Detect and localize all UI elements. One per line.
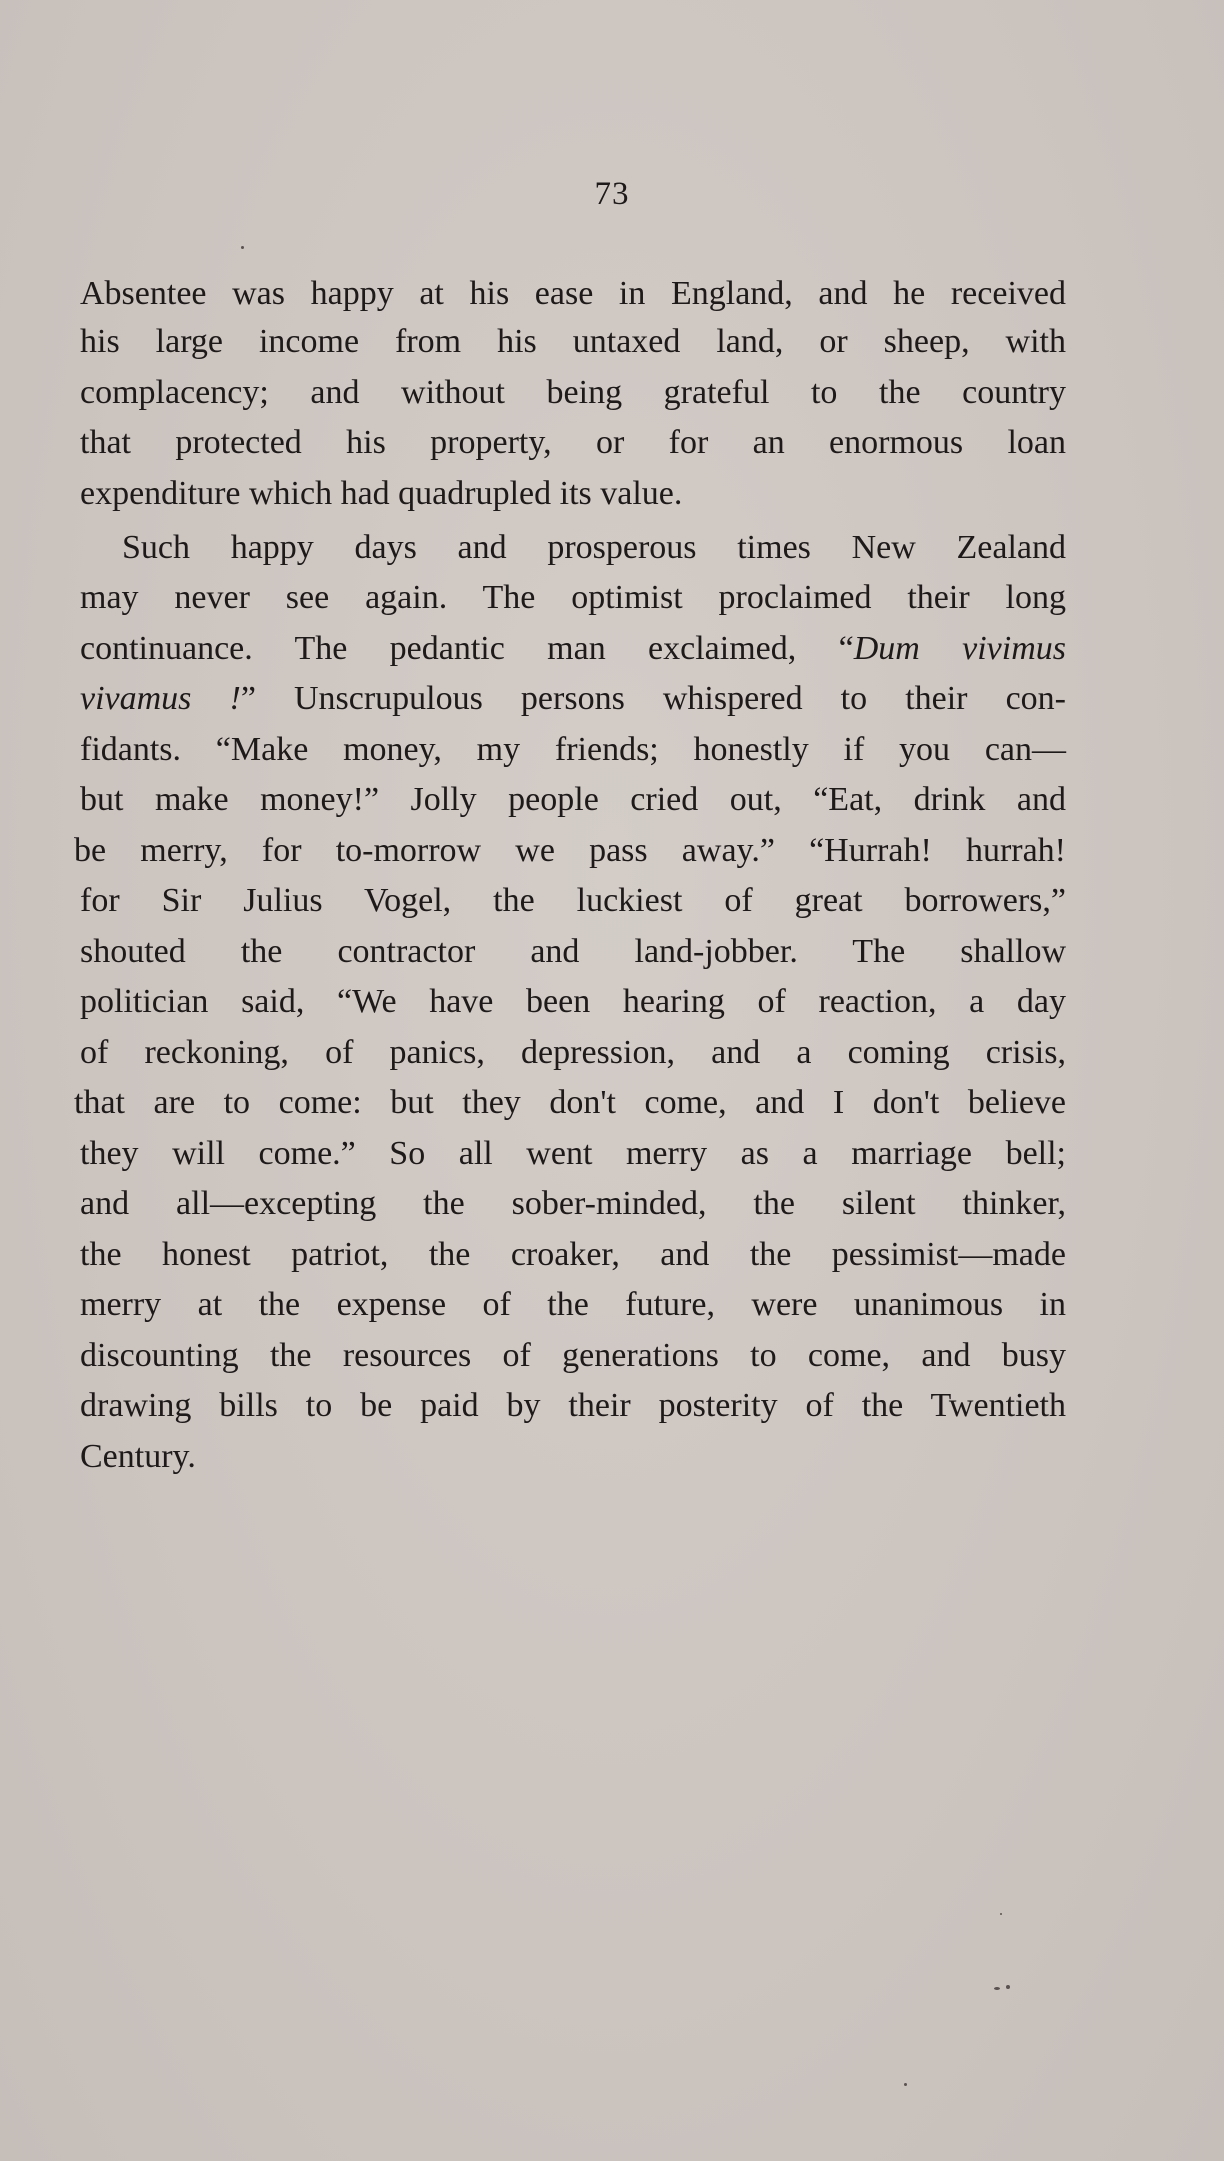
paragraph-first-line: Such happy days and prosperous times New Zealand bbox=[122, 529, 1066, 566]
text-line: drawing bills to be paid by their posterity of the Twentieth bbox=[80, 1387, 1066, 1424]
paper-speck bbox=[994, 1987, 1000, 1990]
text-line: for Sir Julius Vogel, the luckiest of great borrowers,” bbox=[80, 882, 1066, 919]
text-line: that protected his property, or for an enormous loan bbox=[80, 424, 1066, 461]
latin-phrase: vivamus ! bbox=[80, 680, 241, 717]
text-line: discounting the resources of generations to come, and busy bbox=[80, 1337, 1066, 1374]
text-line: politician said, “We have been hearing of reaction, a day bbox=[80, 983, 1066, 1020]
text-line bbox=[80, 627, 1066, 671]
text-line: Century. bbox=[80, 1438, 196, 1475]
text-segment: continuance. The pedantic man exclaimed, “ bbox=[80, 630, 854, 667]
paper-speck bbox=[904, 2083, 907, 2086]
paper-speck bbox=[241, 246, 244, 249]
text-line: expenditure which had quadrupled its value. bbox=[80, 475, 683, 512]
text-segment: ” Unscrupulous persons whispered to their con- bbox=[240, 680, 1066, 717]
text-line: shouted the contractor and land-jobber. The shallow bbox=[80, 933, 1066, 970]
text-line: and all—excepting the sober-minded, the silent thinker, bbox=[80, 1185, 1066, 1222]
text-line: of reckoning, of panics, depression, and a coming crisis, bbox=[80, 1034, 1066, 1071]
text-line bbox=[80, 677, 1066, 721]
text-line: may never see again. The optimist proclaimed their long bbox=[80, 579, 1066, 616]
text-line: they will come.” So all went merry as a marriage bell; bbox=[80, 1135, 1066, 1172]
text-line: Absentee was happy at his ease in England, and he received bbox=[80, 275, 1066, 312]
text-line: complacency; and without being grateful to the country bbox=[80, 374, 1066, 411]
text-line: his large income from his untaxed land, or sheep, with bbox=[80, 323, 1066, 360]
text-line: the honest patriot, the croaker, and the pessimist—made bbox=[80, 1236, 1066, 1273]
paper-speck bbox=[1006, 1985, 1010, 1989]
text-line: but make money!” Jolly people cried out, “Eat, drink and bbox=[80, 781, 1066, 818]
text-line: fidants. “Make money, my friends; honestly if you can— bbox=[80, 731, 1066, 768]
page-number: 73 bbox=[594, 176, 630, 212]
paper-speck bbox=[1000, 1913, 1002, 1915]
text-line: that are to come: but they don't come, and I don't believe bbox=[74, 1084, 1066, 1121]
latin-phrase: Dum vivimus bbox=[853, 630, 1067, 667]
text-line: merry at the expense of the future, were unanimous in bbox=[80, 1286, 1066, 1323]
text-line: be merry, for to-morrow we pass away.” “Hurrah! hurrah! bbox=[74, 832, 1066, 869]
